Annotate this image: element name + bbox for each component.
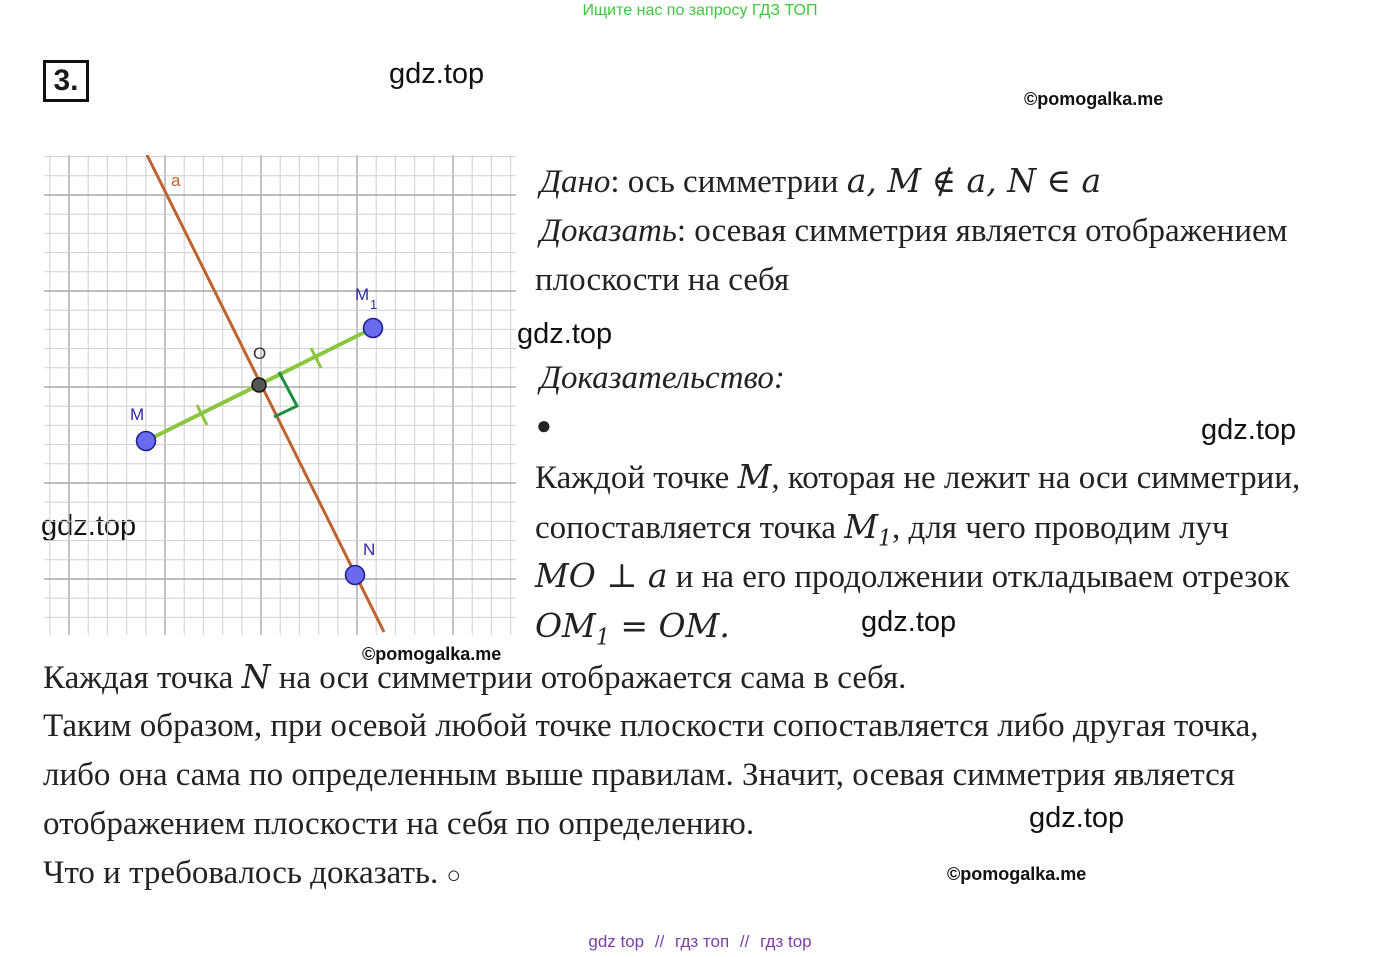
task-number: 3. bbox=[43, 60, 89, 102]
prove-line-2: плоскости на себя bbox=[535, 262, 790, 298]
top-banner: Ищите нас по запросу ГДЗ ТОП bbox=[582, 2, 818, 19]
proof-line-4 bbox=[535, 606, 730, 659]
conclusion-line-2: Таким образом, при осевой любой точке плоскости сопоставляется либо другая точка, bbox=[43, 708, 1259, 744]
proof-subscript: 1 bbox=[878, 526, 893, 552]
prove-label: Доказать bbox=[540, 213, 677, 249]
end-of-proof-mark: ○ bbox=[446, 863, 461, 889]
proof-line-1 bbox=[535, 457, 1300, 498]
proof-math: M bbox=[844, 507, 879, 546]
bottom-link[interactable]: гдз топ bbox=[675, 932, 730, 951]
point-m1 bbox=[364, 319, 383, 338]
conclusion-line-4: отображением плоскости на себя по определению. bbox=[43, 806, 755, 842]
conclusion-math: N bbox=[241, 657, 271, 696]
proof-line-3 bbox=[535, 556, 1290, 597]
conclusion-line-1 bbox=[43, 657, 906, 698]
label-a: a bbox=[171, 171, 181, 190]
conclusion-text: Каждая точка bbox=[43, 660, 242, 696]
gdz-watermark: gdz.top bbox=[1201, 414, 1297, 446]
proof-text: , которая не лежит на оси симметрии, bbox=[771, 460, 1301, 496]
point-n bbox=[346, 566, 365, 585]
proof-math: = OM. bbox=[609, 606, 730, 645]
label-o: O bbox=[253, 344, 267, 363]
conclusion-line-5 bbox=[43, 853, 461, 896]
prove-text: : осевая симметрия является отображением bbox=[676, 213, 1288, 249]
symmetry-figure bbox=[44, 155, 516, 635]
point-o bbox=[252, 378, 266, 392]
gdz-watermark: gdz.top bbox=[41, 510, 137, 542]
label-m1: M bbox=[355, 285, 370, 304]
label-m: M bbox=[130, 405, 145, 424]
proof-text: , для чего проводим луч bbox=[892, 510, 1229, 546]
given-math: a, M ∉ a, N ∈ a bbox=[846, 161, 1102, 200]
proof-math: M bbox=[737, 457, 772, 496]
gdz-watermark: gdz.top bbox=[389, 58, 485, 90]
prove-line bbox=[540, 211, 1288, 251]
given-label: Дано bbox=[540, 164, 611, 200]
bottom-link[interactable]: gdz top bbox=[588, 932, 645, 951]
gdz-watermark: gdz.top bbox=[1029, 802, 1125, 834]
label-m1-subscript: 1 bbox=[370, 297, 378, 312]
link-separator: // bbox=[739, 932, 750, 951]
bottom-link[interactable]: гдз top bbox=[760, 932, 812, 951]
grid bbox=[44, 155, 516, 635]
pomogalka-watermark: ©pomogalka.me bbox=[362, 644, 502, 664]
proof-math: MO ⊥ a bbox=[535, 556, 668, 595]
proof-text: Каждой точке bbox=[535, 460, 738, 496]
proof-text: сопоставляется точка bbox=[535, 510, 845, 546]
given-text: : ось симметрии bbox=[610, 164, 847, 200]
conclusion-text: Что и требовалось доказать. bbox=[43, 855, 439, 891]
right-angle-mark bbox=[274, 372, 297, 417]
point-m bbox=[137, 432, 156, 451]
link-separator: // bbox=[654, 932, 665, 951]
proof-line-2 bbox=[535, 507, 1229, 560]
proof-label: Доказательство: bbox=[540, 360, 785, 396]
pomogalka-watermark: ©pomogalka.me bbox=[947, 864, 1087, 884]
proof-bullet: ● bbox=[536, 411, 552, 440]
conclusion-text: на оси симметрии отображается сама в себя. bbox=[270, 660, 907, 696]
proof-math: OM bbox=[535, 606, 596, 645]
pomogalka-watermark: ©pomogalka.me bbox=[1024, 89, 1164, 109]
gdz-watermark: gdz.top bbox=[861, 606, 957, 638]
proof-text: и на его продолжении откладываем отрезок bbox=[667, 559, 1290, 595]
conclusion-line-3: либо она сама по определенным выше правилам. Значит, осевая симметрия является bbox=[43, 757, 1235, 793]
bottom-links bbox=[0, 932, 1400, 952]
axis-line-a bbox=[147, 155, 384, 632]
given-line bbox=[540, 161, 1101, 202]
proof-subscript: 1 bbox=[595, 625, 610, 651]
gdz-watermark: gdz.top bbox=[517, 318, 613, 350]
label-n: N bbox=[363, 540, 376, 559]
